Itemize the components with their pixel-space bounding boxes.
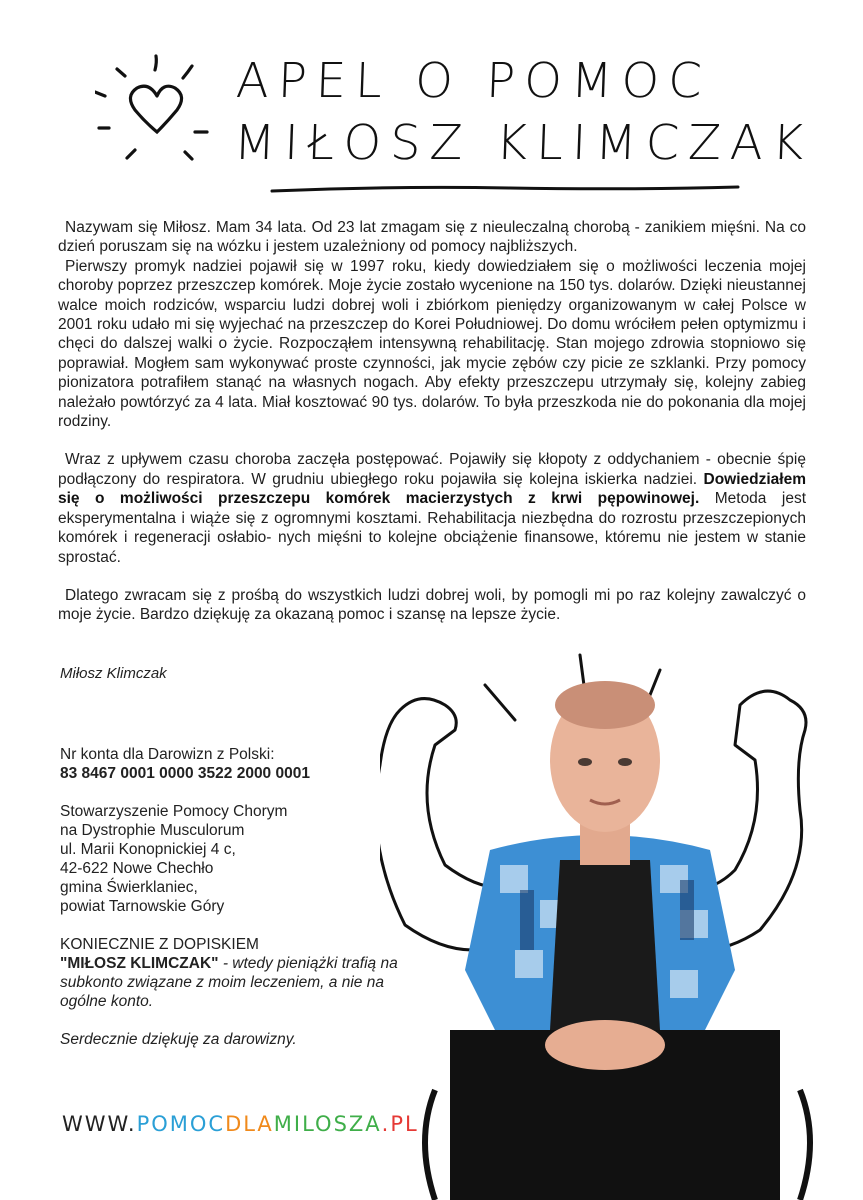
page-title: [232, 50, 814, 174]
website-pomoc: POMOC: [136, 1112, 226, 1136]
org-line: na Dystrophie Musculorum: [60, 822, 245, 839]
website-link[interactable]: [62, 1112, 419, 1136]
paragraph-progression: [58, 450, 806, 566]
website-dla: DLA: [225, 1112, 274, 1136]
paragraph-history: Pierwszy promyk nadziei pojawił się w 1997 roku, kiedy dowiedziałem się o możliwości leczenia mojej choroby poprzez przeszczep komórek. Moje życie zostało wycenione na 150 tys. dolarów. Dzięki nieustannej walce moich rodziców, wsparciu ludzi dobrej woli i zbiórkom pieniędzy organizowanym w całej Polsce w 2001 roku udało mi się wyjechać na przeszczep do Korei Południowej. Do domu wróciłem pełen optymizmu i chęci do dalszej walki o życie. Rozpocząłem intensywną rehabilitację. Stan mojego zdrowia stopniowo się poprawiał. Mogłem sam wykonywać proste czynności, jak mycie zębów czy picie ze szklanki. Przy pomocy pionizatora potrafiłem stanąć na własnych nogach. Aby efekty przeszczepu utrzymały się, kolejny zabieg należało powtórzyć za 4 lata. Miał kosztować 90 tys. dolarów. To była przeszkoda nie do pokonania dla mojej rodziny.: [58, 257, 806, 431]
org-line: powiat Tarnowskie Góry: [60, 898, 225, 915]
account-number: 83 8467 0001 0000 3522 2000 0001: [60, 765, 310, 782]
paragraph-progression-end: Metoda jest eksperymentalna i wiąże się z ogromnymi kosztami. Rehabilitacja niezbędna do rozrostu przeszczepionych komórek i regeneracji osłabio- nych mięśni to kolejne obciążenie finansowe, któremu nie jestem w stanie sprostać.: [58, 490, 806, 566]
appeal-body: [58, 218, 806, 625]
title-line-1: APEL O POMOC: [235, 53, 712, 109]
person-in-wheelchair-illustration: [380, 650, 860, 1200]
website-www: WWW.: [62, 1112, 137, 1136]
website-milosza: MILOSZA: [273, 1112, 382, 1136]
org-line: ul. Marii Konopnickiej 4 c,: [60, 841, 236, 858]
transfer-note-rest: - wtedy pieniążki trafią na subkonto związane z moim leczeniem, a nie na ogólne konto.: [60, 955, 398, 1010]
account-label: Nr konta dla Darowizn z Polski:: [60, 746, 275, 763]
heart-sun-doodle-icon: [95, 48, 215, 163]
organization-address: [60, 802, 420, 916]
quote-close: ": [211, 955, 219, 972]
org-line: Stowarzyszenie Pomocy Chorym: [60, 803, 288, 820]
title-underline: [270, 182, 740, 196]
paragraph-plea: Dlatego zwracam się z prośbą do wszystkich ludzi dobrej woli, by pomogli mi po raz kolejny zawalczyć o moje życie. Bardzo dziękuję za okazaną pomoc i szansę na lepsze życie.: [58, 586, 806, 624]
title-line-2: MIŁOSZ KLIMCZAK: [232, 115, 814, 171]
paragraph-progression-start: Wraz z upływem czasu choroba zaczęła postępować. Pojawiły się kłopoty z oddychaniem - obecnie śpię podłączony do respiratora. W grudniu ubiegłego roku pojawiła się kolejna iskierka nadziei.: [58, 451, 806, 488]
signature: Miłosz Klimczak: [60, 665, 167, 682]
donation-info: [60, 745, 420, 1049]
paragraph-progression-highlight: Dowiedziałem się o możliwości przeszczepu komórek macierzystych z krwi pępowinowej.: [58, 470, 806, 508]
thanks-note: Serdecznie dziękuję za darowizny.: [60, 1031, 297, 1048]
quote-open: ": [60, 955, 68, 972]
transfer-note-name: MIŁOSZ KLIMCZAK: [67, 955, 212, 972]
org-line: 42-622 Nowe Chechło: [60, 860, 214, 877]
transfer-note-body: [60, 954, 420, 1011]
account-block: [60, 745, 420, 783]
paragraph-intro: Nazywam się Miłosz. Mam 34 lata. Od 23 lat zmagam się z nieuleczalną chorobą - zanikiem mięśni. Na co dzień poruszam się na wózku i jestem uzależniony od pomocy najbliższych.: [58, 219, 806, 256]
transfer-note-heading: KONIECZNIE Z DOPISKIEM: [60, 936, 259, 953]
website-pl: .PL: [381, 1112, 419, 1136]
org-line: gmina Świerklaniec,: [60, 879, 198, 896]
transfer-note: [60, 935, 420, 1011]
